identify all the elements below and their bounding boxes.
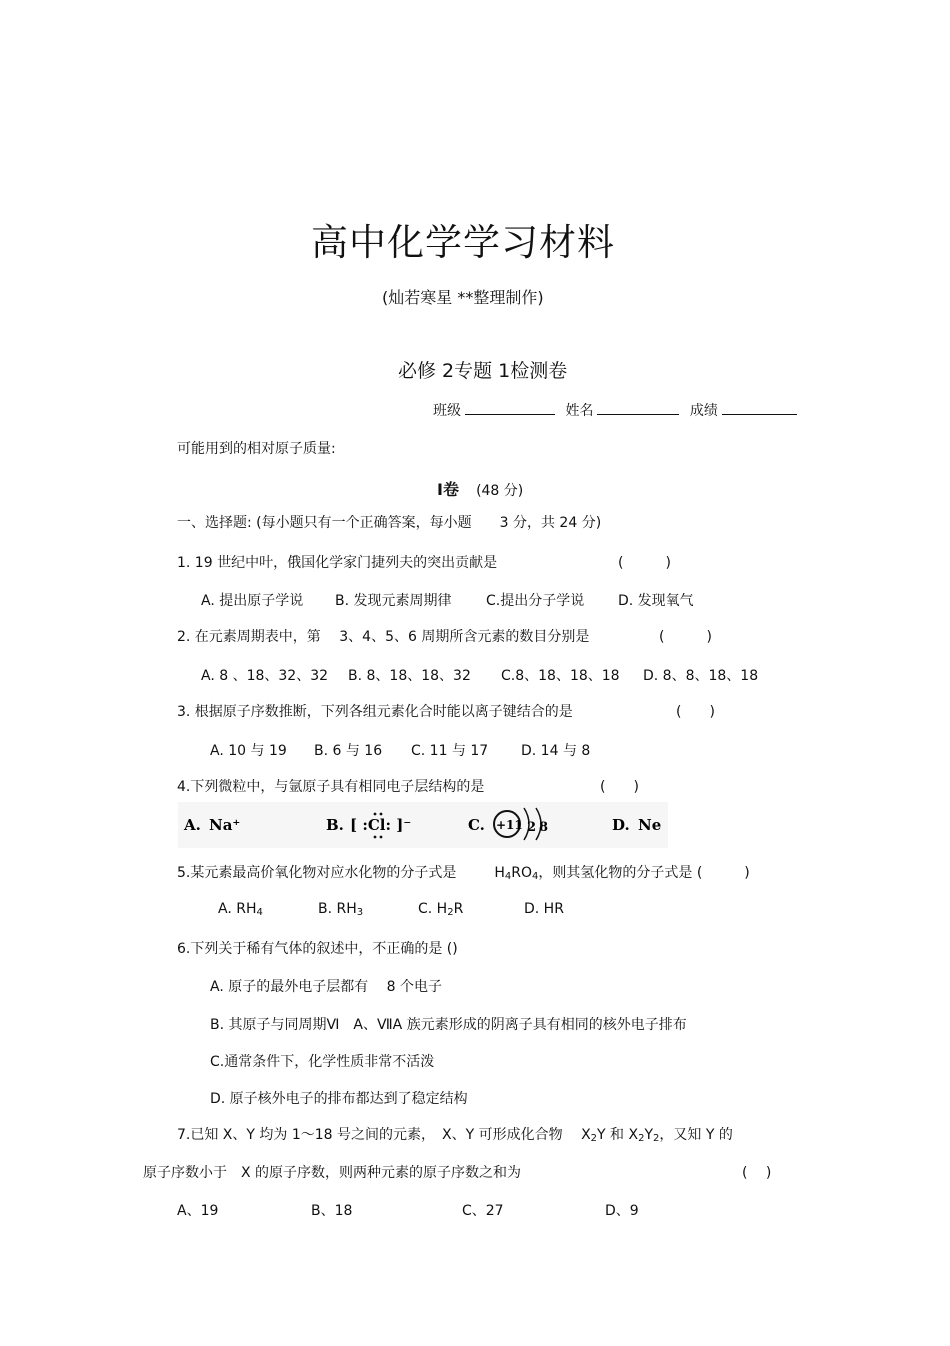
question-6-option-c: C.通常条件下，化学性质非常不活泼 [210, 1054, 435, 1070]
question-7-stem-line-2: 原子序数小于 X 的原子序数，则两种元素的原子序数之和为 [143, 1165, 522, 1181]
lewis-dot-top-2 [380, 813, 383, 816]
class-label: 班级 [433, 403, 461, 419]
question-6-option-a: A. 原子的最外电子层都有 8 个电子 [210, 979, 443, 995]
question-1-option-b: B. 发现元素周期律 [335, 593, 452, 609]
section-title: Ⅰ卷 [437, 480, 459, 499]
question-5-option-d: D. HR [524, 901, 564, 917]
question-3-stem: 3. 根据原子序数推断，下列各组元素化合时能以离子键结合的是 [177, 704, 573, 720]
question-7-option-c: C、27 [462, 1203, 504, 1219]
question-3-option-c: C. 11 与 17 [411, 743, 489, 759]
question-5-option-b: B. $RH_3$ [318, 901, 364, 918]
name-blank[interactable] [597, 400, 679, 415]
option-b-label: B. [326, 816, 344, 834]
question-4-options-figure [178, 802, 668, 848]
class-blank[interactable] [465, 400, 555, 415]
question-5-stem [177, 862, 750, 882]
lewis-dot-top-1 [374, 813, 377, 816]
question-3-option-d: D. 14 与 8 [521, 743, 591, 759]
option-c-label: C. [468, 816, 485, 834]
question-3-option-b: B. 6 与 16 [314, 743, 383, 759]
question-2-option-a: A. 8 、18、32、32 [201, 668, 329, 684]
question-2-answer-paren: ( ) [659, 629, 712, 645]
question-5-option-c: C. $H_2R$ [418, 901, 464, 918]
question-4-stem: 4.下列微粒中，与氩原子具有相同电子层结构的是 [177, 779, 485, 795]
question-1-option-c: C.提出分子学说 [486, 593, 585, 609]
option-b-chloride-lewis: [ :Cl: ]⁻ [350, 816, 412, 834]
page-title: 高中化学学习材料 [311, 221, 615, 264]
section-points: (48 分) [476, 483, 524, 499]
section-instruction: 一、选择题: (每小题只有一个正确答案，每小题 3 分，共 24 分) [177, 515, 602, 531]
question-2-option-c: C.8、18、18、18 [501, 668, 620, 684]
option-a-sodium-ion: Na⁺ [209, 816, 241, 834]
question-6-stem: 6.下列关于稀有气体的叙述中，不正确的是 () [177, 941, 458, 957]
section-heading [437, 477, 523, 500]
exam-title: 必修 2专题 1检测卷 [398, 360, 568, 382]
question-6-option-b: B. 其原子与同周期Ⅵ A、ⅦA 族元素形成的阴离子具有相同的核外电子排布 [210, 1017, 687, 1033]
question-1-answer-paren: ( ) [618, 555, 671, 571]
question-4-answer-paren: ( ) [600, 779, 639, 795]
question-2-option-d: D. 8、8、18、18 [643, 668, 759, 684]
question-5-tail: ，则其氢化物的分子式是 ( ) [538, 865, 750, 881]
question-5-formula: $H_4RO_4$ [494, 865, 539, 882]
question-1-stem: 1. 19 世纪中叶，俄国化学家门捷列夫的突出贡献是 [177, 555, 498, 571]
question-5-option-a: A. $RH_4$ [218, 901, 263, 918]
score-label: 成绩 [689, 403, 718, 419]
question-3-option-a: A. 10 与 19 [210, 743, 287, 759]
lewis-dot-bottom-2 [380, 836, 383, 839]
student-info-fields [433, 400, 803, 420]
question-2-option-b: B. 8、18、18、32 [348, 668, 471, 684]
question-1-option-a: A. 提出原子学说 [201, 593, 304, 609]
question-7-stem-line-1: 7.已知 X、Y 均为 1～18 号之间的元素， X、Y 可形成化合物 $X_2Y$ 和 $X_2Y_2$，又知 Y 的 [177, 1127, 733, 1144]
atomic-mass-note: 可能用到的相对原子质量: [177, 441, 336, 457]
question-3-answer-paren: ( ) [676, 704, 715, 720]
option-a-label: A. [184, 816, 201, 834]
compiler-note: (灿若寒星 **整理制作) [382, 288, 544, 307]
question-7-option-b: B、18 [311, 1203, 353, 1219]
name-label: 姓名 [565, 403, 594, 419]
option-d-neon: Ne [638, 816, 662, 834]
question-2-stem: 2. 在元素周期表中，第 3、4、5、6 周期所含元素的数目分别是 [177, 629, 590, 645]
shell-2-electrons: 8 [539, 820, 549, 835]
question-7-answer-paren: ( ) [742, 1165, 772, 1181]
question-6-option-d: D. 原子核外电子的排布都达到了稳定结构 [210, 1091, 468, 1107]
question-5-stem-text: 5.某元素最高价氧化物对应水化物的分子式是 [177, 865, 457, 881]
option-d-label: D. [612, 816, 630, 834]
shell-1-electrons: 2 [527, 820, 537, 835]
nucleus-charge: +11 [496, 818, 523, 832]
score-blank[interactable] [722, 400, 797, 415]
question-1-option-d: D. 发现氧气 [618, 593, 694, 609]
question-7-option-a: A、19 [177, 1203, 219, 1219]
question-7-option-d: D、9 [605, 1203, 639, 1219]
lewis-dot-bottom-1 [374, 836, 377, 839]
